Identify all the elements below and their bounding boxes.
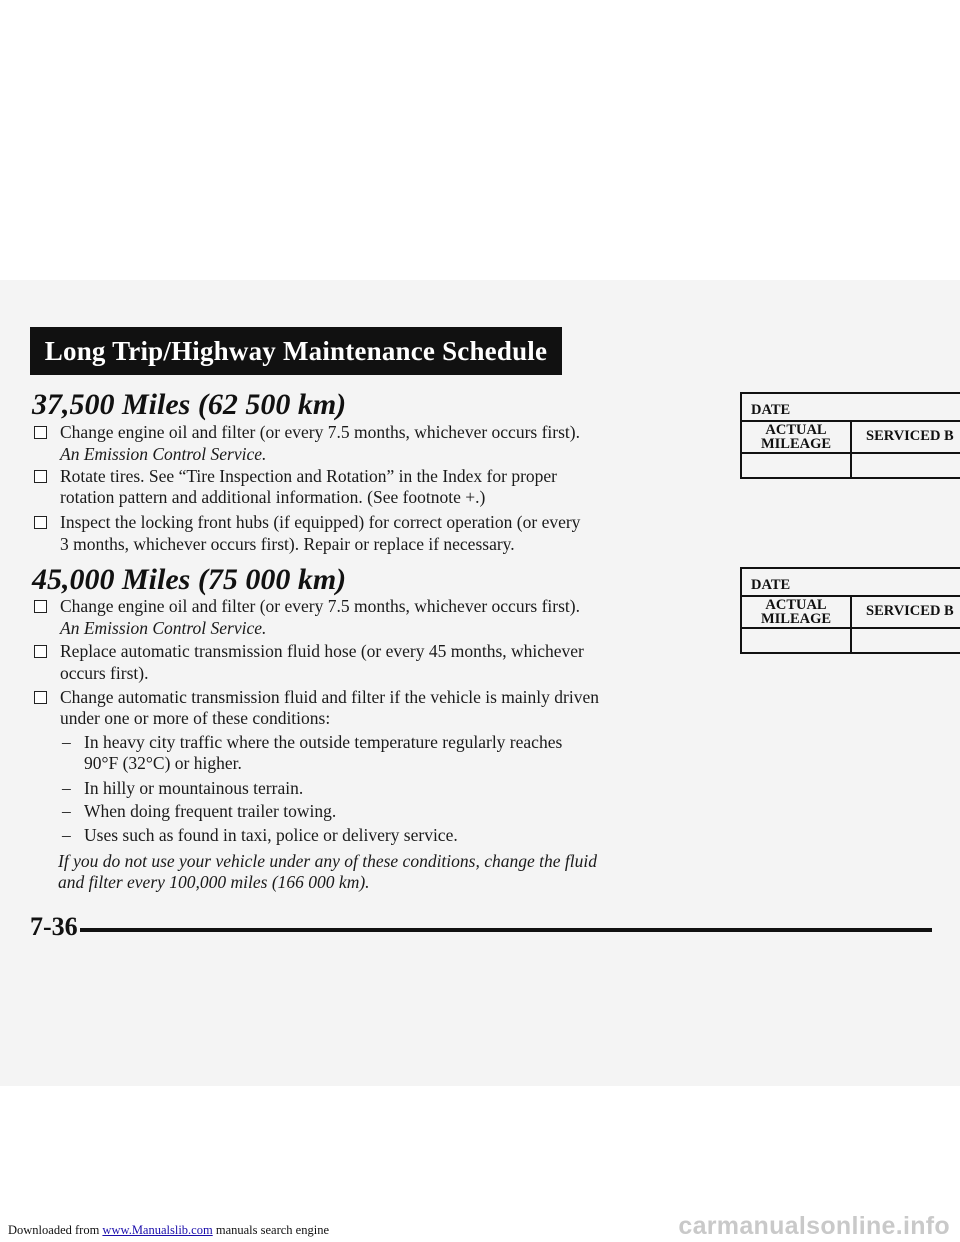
page-title-banner <box>30 327 562 375</box>
fluid-note-line: If you do not use your vehicle under any of these conditions, change the fluid <box>58 851 597 871</box>
record-entry-row[interactable] <box>740 627 960 654</box>
item-text-continued: occurs first). <box>60 663 149 683</box>
mileage-label-line1: ACTUAL <box>765 422 827 438</box>
actual-mileage-header <box>742 420 852 452</box>
page-number: 7-36 <box>30 912 78 941</box>
credit-suffix: manuals search engine <box>212 1223 329 1237</box>
checkbox[interactable] <box>34 645 47 658</box>
item-text-continued: under one or more of these conditions: <box>60 708 331 728</box>
section-heading-37500: 37,500 Miles (62 500 km) <box>32 388 347 421</box>
checkbox[interactable] <box>34 600 47 613</box>
dash-bullet: – <box>62 801 71 821</box>
date-label: DATE <box>751 577 791 593</box>
condition-text: Uses such as found in taxi, police or delivery service. <box>84 825 458 845</box>
footer-rule <box>80 928 932 932</box>
condition-text: When doing frequent trailer towing. <box>84 801 337 821</box>
item-text: Inspect the locking front hubs (if equipped) for correct operation (or every <box>60 512 581 532</box>
item-text: Rotate tires. See “Tire Inspection and Rotation” in the Index for proper <box>60 466 557 486</box>
emission-note: An Emission Control Service. <box>60 444 267 464</box>
section-heading-45000: 45,000 Miles (75 000 km) <box>32 563 347 596</box>
date-row <box>740 392 960 422</box>
checkbox[interactable] <box>34 426 47 439</box>
item-text: Change automatic transmission fluid and filter if the vehicle is mainly driven <box>60 687 599 707</box>
record-header-row <box>740 420 960 454</box>
serviced-by-header: SERVICED B <box>866 428 954 444</box>
page-title: Long Trip/Highway Maintenance Schedule <box>44 335 548 366</box>
download-credit <box>8 1223 329 1238</box>
date-row <box>740 567 960 597</box>
dash-bullet: – <box>62 825 71 845</box>
item-text-continued: 3 months, whichever occurs first). Repair or replace if necessary. <box>60 534 515 554</box>
column-divider <box>850 627 852 652</box>
date-label: DATE <box>751 402 791 418</box>
site-watermark: carmanualsonline.info <box>678 1212 950 1240</box>
item-text: Change engine oil and filter (or every 7.5 months, whichever occurs first). <box>60 596 580 616</box>
checkbox[interactable] <box>34 470 47 483</box>
mileage-label-line2: MILEAGE <box>760 436 832 452</box>
dash-bullet: – <box>62 732 71 752</box>
item-text-continued: rotation pattern and additional information. (See footnote +.) <box>60 487 486 507</box>
serviced-by-header: SERVICED B <box>866 603 954 619</box>
fluid-note-line: and filter every 100,000 miles (166 000 km). <box>58 872 370 892</box>
mileage-label-line1: ACTUAL <box>765 597 827 613</box>
record-header-row <box>740 595 960 629</box>
checkbox[interactable] <box>34 516 47 529</box>
condition-text: In hilly or mountainous terrain. <box>84 778 304 798</box>
checkbox[interactable] <box>34 691 47 704</box>
column-divider <box>850 452 852 477</box>
manualslib-link[interactable]: www.Manualslib.com <box>102 1223 213 1237</box>
condition-text: 90°F (32°C) or higher. <box>84 753 242 773</box>
item-text: Replace automatic transmission fluid hose (or every 45 months, whichever <box>60 641 584 661</box>
credit-prefix: Downloaded from <box>8 1223 103 1237</box>
condition-text: In heavy city traffic where the outside temperature regularly reaches <box>84 732 563 752</box>
item-text: Change engine oil and filter (or every 7.5 months, whichever occurs first). <box>60 422 580 442</box>
actual-mileage-header <box>742 595 852 627</box>
mileage-label-line2: MILEAGE <box>760 611 832 627</box>
dash-bullet: – <box>62 778 71 798</box>
record-entry-row[interactable] <box>740 452 960 479</box>
emission-note: An Emission Control Service. <box>60 618 267 638</box>
